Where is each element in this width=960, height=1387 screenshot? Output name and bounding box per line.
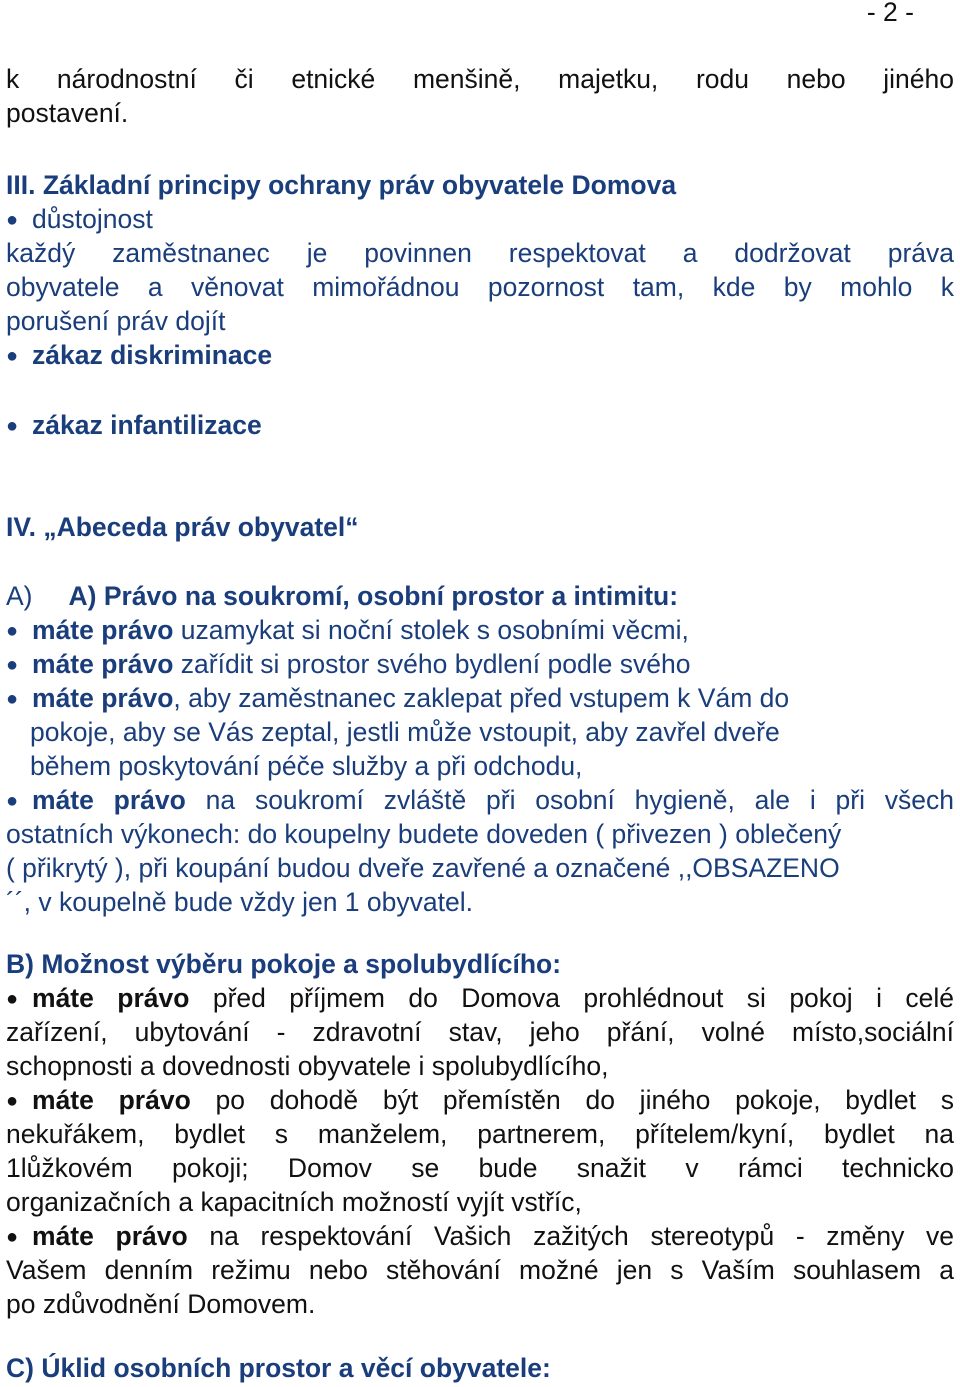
section-3-heading: III. Základní principy ochrany práv obyvatele Domova: [6, 170, 677, 200]
paragraph-line: pokoje, aby se Vás zeptal, jestli může vstoupit, aby zavřel dveře: [30, 717, 780, 747]
section-a-heading: [6, 579, 954, 613]
section-a-label: A): [6, 581, 33, 611]
paragraph-line: během poskytování péče služby a při odchodu,: [30, 751, 583, 781]
list-item: ● máte právo na soukromí zvláště při osobní hygieně, ale i při všech: [6, 783, 954, 818]
paragraph-line: organizačních a kapacitních možností vyjít vstříc,: [6, 1187, 582, 1217]
paragraph-line: ( přikrytý ), při koupání budou dveře zavřené a označené ,,OBSAZENO: [6, 853, 840, 883]
principle-no-infantilization: ● zákaz infantilizace: [6, 408, 954, 443]
bullet-icon: ●: [6, 790, 19, 812]
section-4-heading: IV. „Abeceda práv obyvatel“: [6, 512, 359, 542]
paragraph-line: ´´, v koupelně bude vždy jen 1 obyvatel.: [6, 887, 473, 917]
list-item: ● máte právo před příjmem do Domova prohlédnout si pokoj i celé: [6, 981, 954, 1016]
bullet-icon: ●: [6, 988, 19, 1010]
bullet-icon: ●: [6, 345, 19, 367]
list-item: ● máte právo zařídit si prostor svého bydlení podle svého: [6, 647, 954, 682]
section-a-title: A) Právo na soukromí, osobní prostor a intimitu:: [68, 581, 679, 611]
paragraph-line: obyvatele a věnovat mimořádnou pozornost tam, kde by mohlo k: [6, 272, 954, 302]
list-item: ● máte právo po dohodě být přemístěn do jiného pokoje, bydlet s: [6, 1083, 954, 1118]
list-item: ● máte právo uzamykat si noční stolek s osobními věcmi,: [6, 613, 954, 648]
section-c-heading: C) Úklid osobních prostor a věcí obyvatele:: [6, 1353, 551, 1383]
paragraph-line: Vašem denním režimu nebo stěhování možné jen s Vaším souhlasem a: [6, 1255, 954, 1285]
bullet-icon: ●: [6, 1090, 19, 1112]
paragraph-line: zařízení, ubytování - zdravotní stav, jeho přání, volné místo,sociální: [6, 1017, 954, 1047]
paragraph-line: nekuřákem, bydlet s manželem, partnerem, přítelem/kyní, bydlet na: [6, 1119, 954, 1149]
bullet-icon: ●: [6, 620, 19, 642]
bullet-icon: ●: [6, 415, 19, 437]
bullet-icon: ●: [6, 209, 19, 231]
intro-line: k národnostní či etnické menšině, majetku, rodu nebo jiného: [6, 64, 954, 94]
paragraph-line: každý zaměstnanec je povinnen respektovat a dodržovat práva: [6, 238, 954, 268]
paragraph-line: schopnosti a dovednosti obyvatele i spolubydlícího,: [6, 1051, 609, 1081]
intro-line: postavení.: [6, 98, 129, 128]
bullet-icon: ●: [6, 654, 19, 676]
principle-no-discrimination: ● zákaz diskriminace: [6, 338, 954, 373]
list-item: ● máte právo, aby zaměstnanec zaklepat před vstupem k Vám do: [6, 681, 954, 716]
section-b-heading: B) Možnost výběru pokoje a spolubydlícího:: [6, 949, 562, 979]
page-number: - 2 -: [866, 0, 914, 27]
bullet-icon: ●: [6, 1226, 19, 1248]
paragraph-line: ostatních výkonech: do koupelny budete doveden ( přivezen ) oblečený: [6, 819, 842, 849]
paragraph-line: po zdůvodnění Domovem.: [6, 1289, 316, 1319]
paragraph-line: 1lůžkovém pokoji; Domov se bude snažit v rámci technicko: [6, 1153, 954, 1183]
bullet-icon: ●: [6, 688, 19, 710]
list-item: ● máte právo na respektování Vašich zažitých stereotypů - změny ve: [6, 1219, 954, 1254]
principle-dignity: ● důstojnost: [6, 202, 954, 237]
paragraph-line: porušení práv dojít: [6, 306, 226, 336]
